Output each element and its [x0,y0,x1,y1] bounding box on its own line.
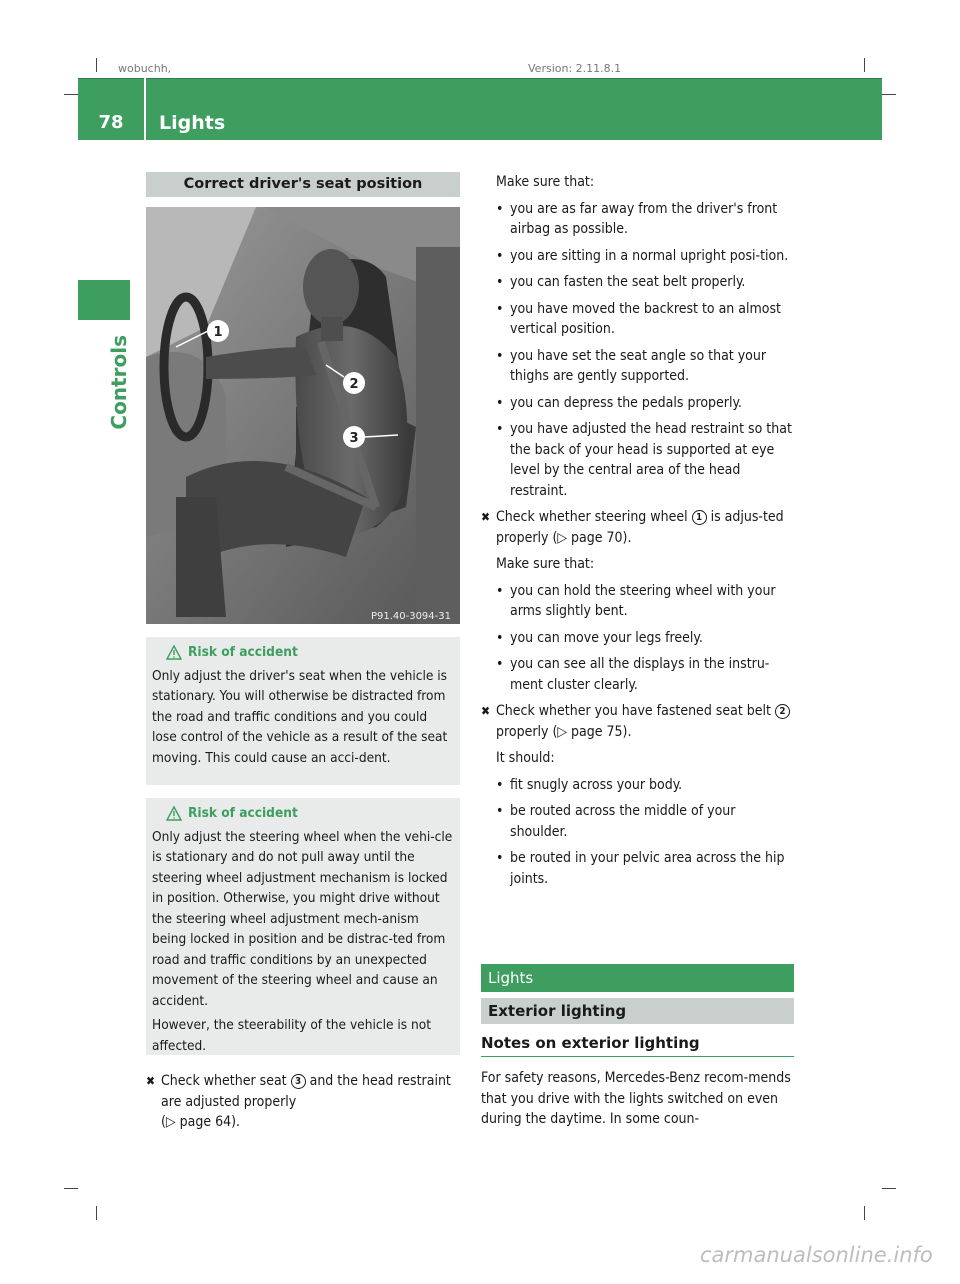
page-title: Lights [159,112,226,134]
crop-mark [882,94,896,95]
intro-text: It should: [496,750,555,766]
bullet-item [496,628,795,649]
step-text: Check whether seat [161,1073,287,1089]
page-header [78,78,882,140]
bullet-text: be routed across the middle of your shoulder. [510,803,736,840]
notes-heading: Notes on exterior lighting [481,1034,794,1057]
warning-triangle-icon [166,645,182,660]
seat-illustration [146,207,460,624]
step-text[interactable]: is adjus-ted properly (▷ page 70). [496,509,784,546]
warning-text: Only adjust the steering wheel when the vehi-cle is stationary and do not pull away until the steering wheel adjustment mechanism is locked in position. Otherwise, you might drive without the steering wheel adjustment mech-anism being locked in position and be distrac-ted from road and traffic conditions by an unexpected movement of the steering wheel and cause an accident. [152,828,453,1009]
callout-ref-1: 1 [692,510,707,525]
notes-text: For safety reasons, Mercedes-Benz recom-mends that you drive with the lights switched on even during the daytime. In some coun- [481,1070,791,1127]
bullet-dot-icon: • [496,629,504,646]
bullet-item [496,801,795,842]
step-arrow-icon: ✖ [146,1074,156,1088]
step-check-steering [481,507,795,548]
crop-mark [864,1206,865,1220]
bullet-item [496,246,795,267]
exterior-lighting-bar [481,998,794,1024]
bullet-text: you have set the seat angle so that your thighs are gently supported. [510,347,767,384]
figure-code: P91.40-3094-31 [370,611,451,622]
bullet-text: be routed in your pelvic area across the hip joints. [510,850,785,887]
step-check-belt [481,701,795,742]
bullet-text: you can see all the displays in the instru-ment cluster clearly. [510,656,770,693]
callout-3-label: 3 [349,431,359,446]
bullet-dot-icon: • [496,247,504,264]
warning-header [166,642,454,663]
bullet-item [496,272,795,293]
bullet-text: you are sitting in a normal upright posi-tion. [510,247,789,264]
bullet-list-3 [481,775,795,890]
intro-text: Make sure that: [496,556,595,572]
right-column [481,172,795,895]
bullet-dot-icon: • [496,582,504,599]
bullet-text: you have adjusted the head restraint so that the back of your head is supported at eye level by the central area of the head restraint. [510,421,792,499]
crop-mark [96,58,97,72]
bullet-dot-icon: • [496,776,504,793]
crop-mark [64,94,78,95]
warning-header [166,803,454,824]
bullet-text: you have moved the backrest to an almost vertical position. [510,300,781,337]
bullet-text: you are as far away from the driver's front airbag as possible. [510,200,778,237]
step-text[interactable]: properly (▷ page 75). [496,723,632,740]
callout-ref-3: 3 [291,1074,306,1089]
bullet-item [496,654,795,695]
step-text: Check whether you have fastened seat belt [496,703,771,719]
bullet-dot-icon: • [496,200,504,217]
bullet-item [496,299,795,340]
bullet-item [496,346,795,387]
callout-1-label: 1 [213,325,223,340]
bullet-text: you can fasten the seat belt properly. [510,274,746,290]
lights-section-title: Lights [488,969,534,987]
seat-position-figure [146,207,460,624]
callout-2-label: 2 [349,377,359,392]
bullet-item [496,581,795,622]
lights-section-bar [481,964,794,992]
chapter-label: Controls [107,335,131,430]
warning-box-steering [146,798,460,1055]
watermark: carmanualsonline.info [700,1243,933,1267]
doc-meta-left: wobuchh, [118,62,172,75]
bullet-dot-icon: • [496,850,504,866]
bullet-item [496,775,795,796]
exterior-lighting-title: Exterior lighting [488,1002,627,1020]
bullet-item [496,419,795,501]
bullet-list-2 [481,581,795,696]
bullet-dot-icon: • [496,803,504,819]
header-topline [78,78,882,79]
step-arrow-icon: ✖ [481,510,491,524]
step-check-seat [146,1071,461,1133]
chapter-tab [78,280,130,320]
warning-triangle-icon [166,806,182,821]
bullet-text: fit snugly across your body. [510,776,683,793]
bullet-dot-icon: • [496,394,504,411]
section-title-bar [146,172,460,197]
page-number: 78 [98,112,124,133]
bullet-list-1 [481,199,795,502]
section-title: Correct driver's seat position [183,176,423,192]
warning-text: Only adjust the driver's seat when the vehicle is stationary. You will otherwise be distracted from the road and traffic conditions and you could lose control of the vehicle as a result of the seat moving. This could cause an acci-dent. [152,667,448,766]
page-reference[interactable]: (▷ page 64). [161,1114,241,1130]
doc-meta-version: Version: 2.11.8.1 [528,62,622,75]
bullet-dot-icon: • [496,421,504,437]
intro-text: Make sure that: [496,174,595,190]
crop-mark [96,1206,97,1220]
crop-mark [882,1188,896,1189]
header-separator [144,78,146,140]
bullet-item [496,848,795,889]
bullet-dot-icon: • [496,274,504,290]
bullet-item [496,199,795,240]
bullet-text: you can hold the steering wheel with your arms slightly bent. [510,582,776,619]
step-text: Check whether steering wheel [496,509,688,525]
bullet-text: you can depress the pedals properly. [510,394,742,411]
warning-title: Risk of accident [188,805,298,821]
warning-text: However, the steerability of the vehicle is not affected. [152,1017,432,1054]
crop-mark [864,58,865,72]
bullet-text: you can move your legs freely. [510,629,703,646]
bullet-dot-icon: • [496,656,504,672]
crop-mark [64,1188,78,1189]
bullet-dot-icon: • [496,300,504,317]
bullet-dot-icon: • [496,347,504,364]
warning-box-seat [146,637,460,785]
callout-ref-2: 2 [775,704,790,719]
step-text: and the head restraint are adjusted properly [161,1073,451,1110]
warning-title: Risk of accident [188,644,298,660]
bullet-item [496,393,795,414]
step-arrow-icon: ✖ [481,704,491,718]
